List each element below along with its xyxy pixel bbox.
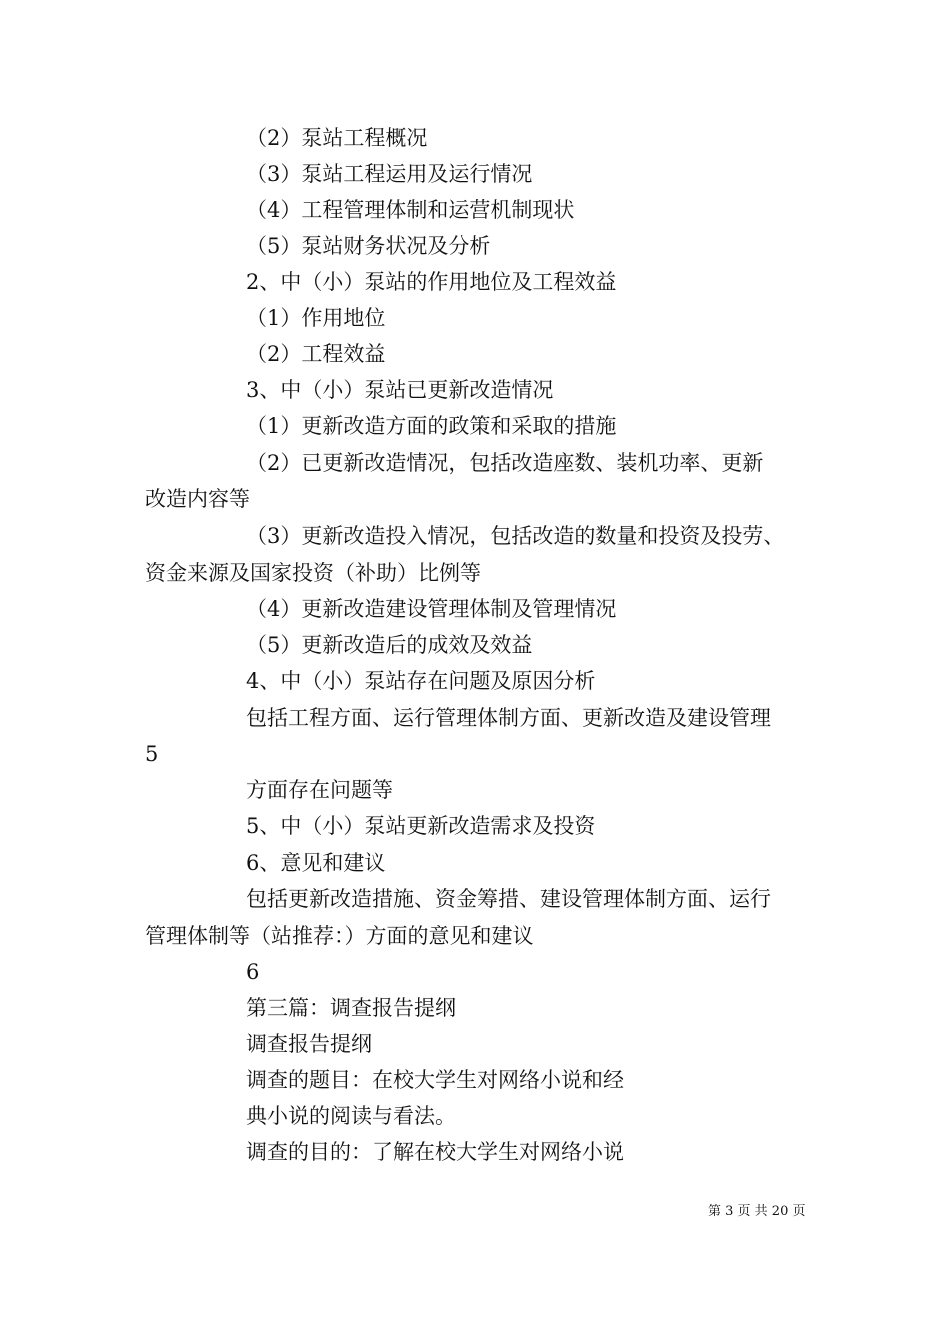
text-line: 包括更新改造措施、资金筹措、建设管理体制方面、运行: [246, 887, 771, 911]
text-line: 典小说的阅读与看法。: [246, 1104, 456, 1128]
text-line: （1）更新改造方面的政策和采取的措施: [246, 414, 617, 438]
text-line: 方面存在问题等: [246, 778, 393, 802]
text-line: 资金来源及国家投资（补助）比例等: [145, 561, 481, 585]
text-line: 4、中（小）泵站存在问题及原因分析: [246, 669, 596, 693]
text-line: （3）更新改造投入情况，包括改造的数量和投资及投劳、: [246, 524, 785, 548]
text-line: （2）已更新改造情况，包括改造座数、装机功率、更新: [246, 451, 764, 475]
text-line: 5、中（小）泵站更新改造需求及投资: [246, 814, 596, 838]
text-line: （1）作用地位: [246, 306, 386, 330]
text-line: 调查的题目：在校大学生对网络小说和经: [246, 1068, 624, 1092]
page-footer: 第 3 页 共 20 页: [708, 1204, 806, 1219]
text-line: （5）更新改造后的成效及效益: [246, 633, 533, 657]
text-line: （2）工程效益: [246, 342, 386, 366]
text-line: 6、意见和建议: [246, 851, 386, 875]
text-line: （4）更新改造建设管理体制及管理情况: [246, 597, 617, 621]
section-heading: 第三篇：调查报告提纲: [246, 996, 456, 1020]
text-line: （2）泵站工程概况: [246, 126, 428, 150]
text-line: （5）泵站财务状况及分析: [246, 234, 491, 258]
text-line: 改造内容等: [145, 487, 250, 511]
text-line: 调查报告提纲: [246, 1032, 372, 1056]
text-line: （3）泵站工程运用及运行情况: [246, 162, 533, 186]
text-line: （4）工程管理体制和运营机制现状: [246, 198, 575, 222]
text-line: 管理体制等（站推荐：）方面的意见和建议: [145, 924, 534, 948]
text-line: 3、中（小）泵站已更新改造情况: [246, 378, 554, 402]
text-line: 2、中（小）泵站的作用地位及工程效益: [246, 270, 617, 294]
page-marker: 5: [145, 742, 159, 766]
text-line: 调查的目的：了解在校大学生对网络小说: [246, 1140, 624, 1164]
text-line: 包括工程方面、运行管理体制方面、更新改造及建设管理: [246, 706, 771, 730]
page-marker: 6: [246, 960, 260, 984]
